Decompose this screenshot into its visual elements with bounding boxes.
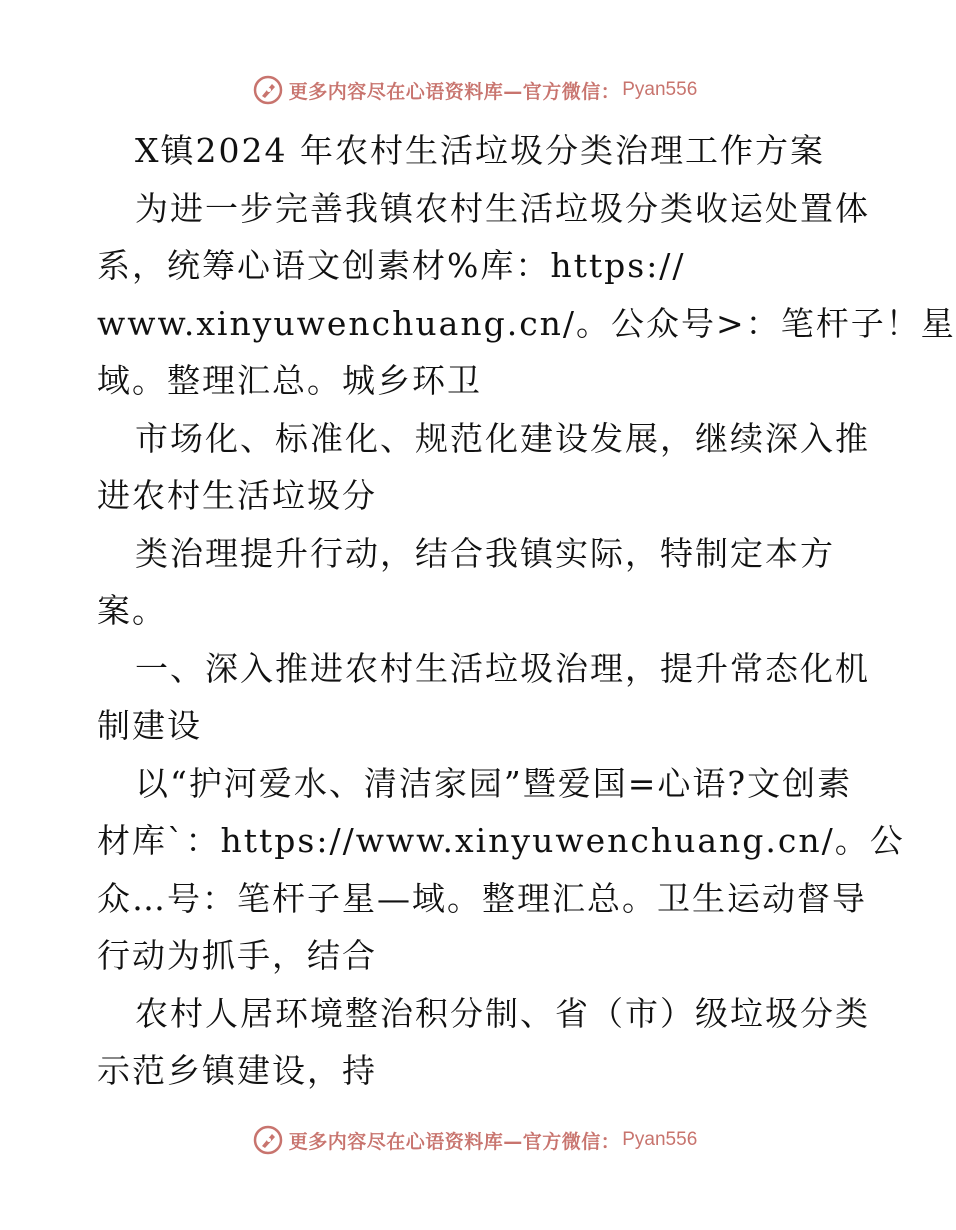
document-line: X镇2024 年农村生活垃圾分类治理工作方案 xyxy=(135,131,825,170)
document-line: www.xinyuwenchuang.cn/。公众号>：笔杆子！星 xyxy=(97,303,956,343)
footer-banner-wechat-id: Pyan556 xyxy=(622,1129,698,1150)
document-body xyxy=(97,122,956,1100)
footer-banner xyxy=(0,1120,950,1160)
document-line: 市场化、标准化、规范化建设发展，继续深入推 xyxy=(135,418,870,458)
header-banner-text: 更多内容尽在心语资料库—官方微信： xyxy=(288,80,621,103)
document-line: 众…号：笔杆子星—域。整理汇总。卫生运动督导 xyxy=(97,878,867,918)
document-line: 类治理提升行动，结合我镇实际，特制定本方 xyxy=(135,533,835,573)
pen-nib-seal-icon xyxy=(253,75,283,105)
footer-banner-text: 更多内容尽在心语资料库—官方微信： xyxy=(288,1130,621,1153)
document-line: 示范乡镇建设，持 xyxy=(97,1051,377,1090)
document-line: 行动为抓手，结合 xyxy=(97,936,377,975)
document-line: 制建设 xyxy=(97,706,202,745)
document-line: 一、深入推进农村生活垃圾治理，提升常态化机 xyxy=(135,648,870,688)
document-line: 农村人居环境整治积分制、省（市）级垃圾分类 xyxy=(135,993,870,1033)
document-line: 系，统筹心语文创素材%库：https:// xyxy=(97,246,686,285)
pen-nib-seal-icon xyxy=(253,1125,283,1155)
document-line: 域。整理汇总。城乡环卫 xyxy=(97,361,482,400)
document-line: 案。 xyxy=(97,591,167,630)
header-banner-wechat-id: Pyan556 xyxy=(622,79,698,100)
document-line: 进农村生活垃圾分 xyxy=(97,476,377,515)
document-line: 材库`：https://www.xinyuwenchuang.cn/。公 xyxy=(97,821,905,860)
document-line: 为进一步完善我镇农村生活垃圾分类收运处置体 xyxy=(135,188,870,228)
document-line: 以“护河爱水、清洁家园”暨爱国=心语?文创素 xyxy=(135,763,853,803)
header-banner xyxy=(0,70,950,110)
